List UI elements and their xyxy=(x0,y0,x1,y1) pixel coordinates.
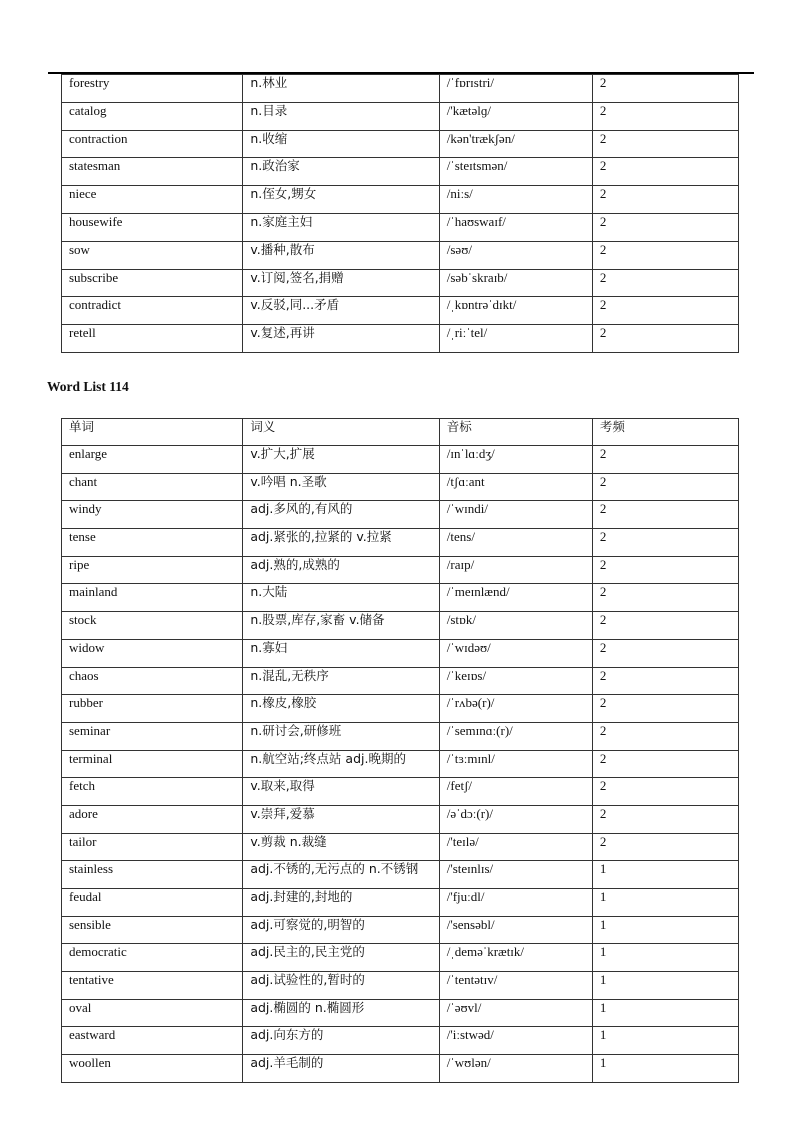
meaning-cell: adj.多风的,有风的 xyxy=(243,501,439,529)
frequency-cell: 1 xyxy=(592,861,738,889)
header-phonetic: 音标 xyxy=(439,419,592,446)
table-row xyxy=(62,722,739,750)
frequency-cell: 2 xyxy=(592,778,738,806)
table-row xyxy=(62,102,739,130)
word-cell: adore xyxy=(62,805,243,833)
table-row xyxy=(62,805,739,833)
header-word: 单词 xyxy=(62,419,243,446)
phonetic-cell: /ˈhaʊswaɪf/ xyxy=(439,213,592,241)
word-cell: forestry xyxy=(62,75,243,103)
table-row xyxy=(62,473,739,501)
meaning-cell: adj.向东方的 xyxy=(243,1027,439,1055)
meaning-cell: adj.椭圆的 n.椭圆形 xyxy=(243,999,439,1027)
meaning-cell: n.橡皮,橡胶 xyxy=(243,695,439,723)
meaning-cell: n.研讨会,研修班 xyxy=(243,722,439,750)
table-row xyxy=(62,667,739,695)
frequency-cell: 2 xyxy=(592,722,738,750)
table-row xyxy=(62,158,739,186)
word-cell: terminal xyxy=(62,750,243,778)
table-row xyxy=(62,446,739,474)
phonetic-cell: /'steɪnlɪs/ xyxy=(439,861,592,889)
section-title: Word List 114 xyxy=(47,379,129,394)
meaning-cell: v.吟唱 n.圣歌 xyxy=(243,473,439,501)
meaning-cell: v.崇拜,爱慕 xyxy=(243,805,439,833)
meaning-cell: adj.不锈的,无污点的 n.不锈钢 xyxy=(243,861,439,889)
frequency-cell: 2 xyxy=(592,667,738,695)
table-row xyxy=(62,213,739,241)
word-cell: sow xyxy=(62,241,243,269)
meaning-cell: v.扩大,扩展 xyxy=(243,446,439,474)
meaning-cell: adj.可察觉的,明智的 xyxy=(243,916,439,944)
meaning-cell: n.寡妇 xyxy=(243,639,439,667)
table-row xyxy=(62,75,739,103)
frequency-cell: 2 xyxy=(592,446,738,474)
meaning-cell: v.反驳,同...矛盾 xyxy=(243,297,439,325)
phonetic-cell: /səʊ/ xyxy=(439,241,592,269)
frequency-cell: 2 xyxy=(592,269,738,297)
word-cell: niece xyxy=(62,186,243,214)
frequency-cell: 1 xyxy=(592,916,738,944)
phonetic-cell: /'fjuːdl/ xyxy=(439,889,592,917)
word-cell: sensible xyxy=(62,916,243,944)
frequency-cell: 1 xyxy=(592,1055,738,1083)
word-cell: windy xyxy=(62,501,243,529)
phonetic-cell: /tens/ xyxy=(439,529,592,557)
word-table-continued xyxy=(61,74,739,353)
frequency-cell: 2 xyxy=(592,158,738,186)
word-cell: rubber xyxy=(62,695,243,723)
table-row xyxy=(62,269,739,297)
phonetic-cell: /raɪp/ xyxy=(439,556,592,584)
frequency-cell: 2 xyxy=(592,695,738,723)
table-header-row xyxy=(62,419,739,446)
frequency-cell: 2 xyxy=(592,297,738,325)
word-table-continued-body xyxy=(62,75,739,353)
phonetic-cell: /ˈsteɪtsmən/ xyxy=(439,158,592,186)
meaning-cell: adj.熟的,成熟的 xyxy=(243,556,439,584)
word-cell: feudal xyxy=(62,889,243,917)
phonetic-cell: /ˌdeməˈkrætɪk/ xyxy=(439,944,592,972)
phonetic-cell: /niːs/ xyxy=(439,186,592,214)
meaning-cell: n.收缩 xyxy=(243,130,439,158)
word-cell: stock xyxy=(62,612,243,640)
word-cell: woollen xyxy=(62,1055,243,1083)
phonetic-cell: /səbˈskraɪb/ xyxy=(439,269,592,297)
frequency-cell: 2 xyxy=(592,213,738,241)
table-row xyxy=(62,241,739,269)
phonetic-cell: /ˈfɒrɪstri/ xyxy=(439,75,592,103)
meaning-cell: n.侄女,甥女 xyxy=(243,186,439,214)
meaning-cell: n.家庭主妇 xyxy=(243,213,439,241)
frequency-cell: 2 xyxy=(592,639,738,667)
phonetic-cell: /'iːstwəd/ xyxy=(439,1027,592,1055)
word-table-114-body xyxy=(62,419,739,1083)
word-table-114 xyxy=(61,418,739,1083)
table-row xyxy=(62,186,739,214)
phonetic-cell: /ˈmeɪnlænd/ xyxy=(439,584,592,612)
meaning-cell: adj.封建的,封地的 xyxy=(243,889,439,917)
meaning-cell: n.大陆 xyxy=(243,584,439,612)
phonetic-cell: /ˈtentətɪv/ xyxy=(439,972,592,1000)
frequency-cell: 2 xyxy=(592,805,738,833)
frequency-cell: 2 xyxy=(592,325,738,353)
word-cell: tailor xyxy=(62,833,243,861)
frequency-cell: 1 xyxy=(592,944,738,972)
phonetic-cell: /əˈdɔː(r)/ xyxy=(439,805,592,833)
meaning-cell: v.取来,取得 xyxy=(243,778,439,806)
frequency-cell: 1 xyxy=(592,1027,738,1055)
table-row xyxy=(62,325,739,353)
table-row xyxy=(62,999,739,1027)
word-cell: chant xyxy=(62,473,243,501)
table-row xyxy=(62,639,739,667)
table-row xyxy=(62,130,739,158)
phonetic-cell: /ˌriːˈtel/ xyxy=(439,325,592,353)
frequency-cell: 2 xyxy=(592,750,738,778)
phonetic-cell: /ˈwɪndi/ xyxy=(439,501,592,529)
word-cell: democratic xyxy=(62,944,243,972)
frequency-cell: 2 xyxy=(592,102,738,130)
table-row xyxy=(62,750,739,778)
word-cell: oval xyxy=(62,999,243,1027)
phonetic-cell: /'teɪlə/ xyxy=(439,833,592,861)
frequency-cell: 2 xyxy=(592,75,738,103)
frequency-cell: 2 xyxy=(592,612,738,640)
phonetic-cell: /'kætəlɡ/ xyxy=(439,102,592,130)
frequency-cell: 2 xyxy=(592,833,738,861)
phonetic-cell: /tʃɑːant xyxy=(439,473,592,501)
meaning-cell: n.政治家 xyxy=(243,158,439,186)
meaning-cell: v.复述,再讲 xyxy=(243,325,439,353)
frequency-cell: 2 xyxy=(592,473,738,501)
word-cell: widow xyxy=(62,639,243,667)
table-row xyxy=(62,584,739,612)
phonetic-cell: /ˈwʊlən/ xyxy=(439,1055,592,1083)
phonetic-cell: /ˈrʌbə(r)/ xyxy=(439,695,592,723)
word-cell: chaos xyxy=(62,667,243,695)
table-row xyxy=(62,889,739,917)
word-cell: seminar xyxy=(62,722,243,750)
phonetic-cell: /ˈkeɪɒs/ xyxy=(439,667,592,695)
meaning-cell: adj.试验性的,暂时的 xyxy=(243,972,439,1000)
table-row xyxy=(62,778,739,806)
header-frequency: 考频 xyxy=(592,419,738,446)
word-cell: contraction xyxy=(62,130,243,158)
table-row xyxy=(62,861,739,889)
word-cell: catalog xyxy=(62,102,243,130)
word-cell: ripe xyxy=(62,556,243,584)
meaning-cell: n.混乱,无秩序 xyxy=(243,667,439,695)
word-cell: enlarge xyxy=(62,446,243,474)
meaning-cell: v.剪裁 n.裁缝 xyxy=(243,833,439,861)
table-row xyxy=(62,944,739,972)
phonetic-cell: /'sensəbl/ xyxy=(439,916,592,944)
meaning-cell: v.订阅,签名,捐赠 xyxy=(243,269,439,297)
table-row xyxy=(62,556,739,584)
phonetic-cell: /ˈəʊvl/ xyxy=(439,999,592,1027)
frequency-cell: 2 xyxy=(592,529,738,557)
phonetic-cell: /stɒk/ xyxy=(439,612,592,640)
word-cell: tentative xyxy=(62,972,243,1000)
meaning-cell: adj.紧张的,拉紧的 v.拉紧 xyxy=(243,529,439,557)
frequency-cell: 2 xyxy=(592,241,738,269)
word-cell: subscribe xyxy=(62,269,243,297)
word-cell: tense xyxy=(62,529,243,557)
header-meaning: 词义 xyxy=(243,419,439,446)
phonetic-cell: /ɪnˈlɑːdʒ/ xyxy=(439,446,592,474)
table-row xyxy=(62,695,739,723)
word-cell: contradict xyxy=(62,297,243,325)
phonetic-cell: /ˈsemɪnɑː(r)/ xyxy=(439,722,592,750)
phonetic-cell: /ˌkɒntrəˈdɪkt/ xyxy=(439,297,592,325)
frequency-cell: 2 xyxy=(592,130,738,158)
word-cell: housewife xyxy=(62,213,243,241)
frequency-cell: 1 xyxy=(592,889,738,917)
meaning-cell: n.股票,库存,家畜 v.储备 xyxy=(243,612,439,640)
table-row xyxy=(62,1027,739,1055)
table-row xyxy=(62,1055,739,1083)
phonetic-cell: /fetʃ/ xyxy=(439,778,592,806)
frequency-cell: 2 xyxy=(592,501,738,529)
word-cell: retell xyxy=(62,325,243,353)
meaning-cell: n.目录 xyxy=(243,102,439,130)
frequency-cell: 2 xyxy=(592,556,738,584)
word-cell: fetch xyxy=(62,778,243,806)
table-row xyxy=(62,916,739,944)
meaning-cell: v.播种,散布 xyxy=(243,241,439,269)
table-row xyxy=(62,612,739,640)
meaning-cell: adj.民主的,民主党的 xyxy=(243,944,439,972)
table-row xyxy=(62,529,739,557)
word-cell: eastward xyxy=(62,1027,243,1055)
meaning-cell: n.航空站;终点站 adj.晚期的 xyxy=(243,750,439,778)
word-cell: statesman xyxy=(62,158,243,186)
phonetic-cell: /ˈwɪdəʊ/ xyxy=(439,639,592,667)
table-row xyxy=(62,833,739,861)
word-cell: stainless xyxy=(62,861,243,889)
meaning-cell: n.林业 xyxy=(243,75,439,103)
frequency-cell: 2 xyxy=(592,584,738,612)
frequency-cell: 2 xyxy=(592,186,738,214)
table-row xyxy=(62,297,739,325)
frequency-cell: 1 xyxy=(592,999,738,1027)
frequency-cell: 1 xyxy=(592,972,738,1000)
table-row xyxy=(62,972,739,1000)
word-cell: mainland xyxy=(62,584,243,612)
phonetic-cell: /kən'trækʃən/ xyxy=(439,130,592,158)
phonetic-cell: /ˈtɜːmɪnl/ xyxy=(439,750,592,778)
table-row xyxy=(62,501,739,529)
meaning-cell: adj.羊毛制的 xyxy=(243,1055,439,1083)
